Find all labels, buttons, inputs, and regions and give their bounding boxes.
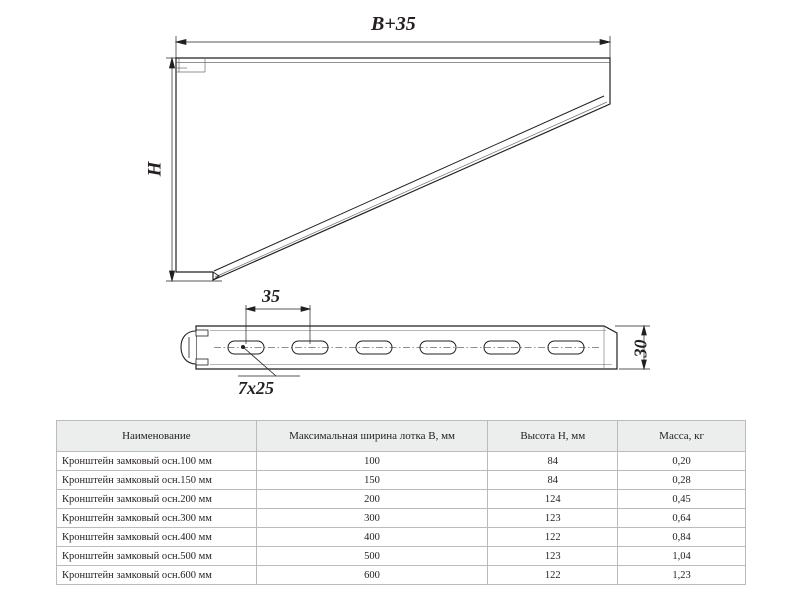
cell-height: 123 bbox=[488, 509, 618, 528]
cell-height: 84 bbox=[488, 452, 618, 471]
cell-mass: 0,45 bbox=[618, 490, 746, 509]
dim-arrow-right bbox=[600, 39, 610, 44]
table-header-row bbox=[57, 421, 746, 452]
cell-height: 84 bbox=[488, 471, 618, 490]
side-elevation bbox=[176, 58, 610, 280]
dim-arrow-35-right bbox=[301, 307, 310, 312]
dim-label-hole-pitch: 35 bbox=[262, 286, 280, 306]
dim-label-overall-length: B+35 bbox=[371, 13, 416, 35]
notch-bottom bbox=[196, 359, 208, 365]
cell-name: Кронштейн замковый осн.600 мм bbox=[57, 566, 257, 585]
table-row bbox=[57, 509, 746, 528]
cell-mass: 1,23 bbox=[618, 566, 746, 585]
cell-mass: 0,84 bbox=[618, 528, 746, 547]
cell-width: 500 bbox=[256, 547, 488, 566]
cell-height: 122 bbox=[488, 566, 618, 585]
cell-width: 150 bbox=[256, 471, 488, 490]
cell-width: 600 bbox=[256, 566, 488, 585]
cell-name: Кронштейн замковый осн.400 мм bbox=[57, 528, 257, 547]
table-row bbox=[57, 471, 746, 490]
specification-table bbox=[56, 420, 746, 585]
dim-label-profile-height: 30 bbox=[630, 339, 651, 358]
column-header-mass: Масса, кг bbox=[618, 421, 746, 452]
leader-dot-7x25 bbox=[241, 345, 244, 348]
cell-name: Кронштейн замковый осн.300 мм bbox=[57, 509, 257, 528]
dim-label-hole-size: 7x25 bbox=[238, 378, 274, 398]
column-header-height: Высота H, мм bbox=[488, 421, 618, 452]
table-row bbox=[57, 566, 746, 585]
cell-height: 123 bbox=[488, 547, 618, 566]
cell-width: 200 bbox=[256, 490, 488, 509]
cell-mass: 0,28 bbox=[618, 471, 746, 490]
table-row bbox=[57, 490, 746, 509]
slot bbox=[420, 341, 456, 354]
cell-width: 100 bbox=[256, 452, 488, 471]
cell-name: Кронштейн замковый осн.200 мм bbox=[57, 490, 257, 509]
table-row bbox=[57, 547, 746, 566]
column-header-name: Наименование bbox=[57, 421, 257, 452]
dim-arrow-35-left bbox=[246, 307, 255, 312]
cell-height: 124 bbox=[488, 490, 618, 509]
plan-view bbox=[181, 326, 617, 369]
dim-label-height: H bbox=[144, 161, 166, 177]
cell-width: 300 bbox=[256, 509, 488, 528]
dim-arrow-bottom bbox=[169, 271, 174, 281]
column-header-width: Максимальная ширина лотка B, мм bbox=[256, 421, 488, 452]
bracket-body-outline bbox=[176, 58, 610, 280]
cell-name: Кронштейн замковый осн.150 мм bbox=[57, 471, 257, 490]
table-row bbox=[57, 528, 746, 547]
cell-height: 122 bbox=[488, 528, 618, 547]
dim-arrow-top bbox=[169, 58, 174, 68]
cell-width: 400 bbox=[256, 528, 488, 547]
dim-arrow-30-top bbox=[642, 326, 647, 335]
notch-top bbox=[196, 330, 208, 336]
dim-arrow-30-bottom bbox=[642, 360, 647, 369]
cell-name: Кронштейн замковый осн.100 мм bbox=[57, 452, 257, 471]
lock-head-outline bbox=[181, 331, 196, 364]
cell-mass: 1,04 bbox=[618, 547, 746, 566]
cell-name: Кронштейн замковый осн.500 мм bbox=[57, 547, 257, 566]
dim-arrow-left bbox=[176, 39, 186, 44]
table-row bbox=[57, 452, 746, 471]
cell-mass: 0,64 bbox=[618, 509, 746, 528]
cell-mass: 0,20 bbox=[618, 452, 746, 471]
